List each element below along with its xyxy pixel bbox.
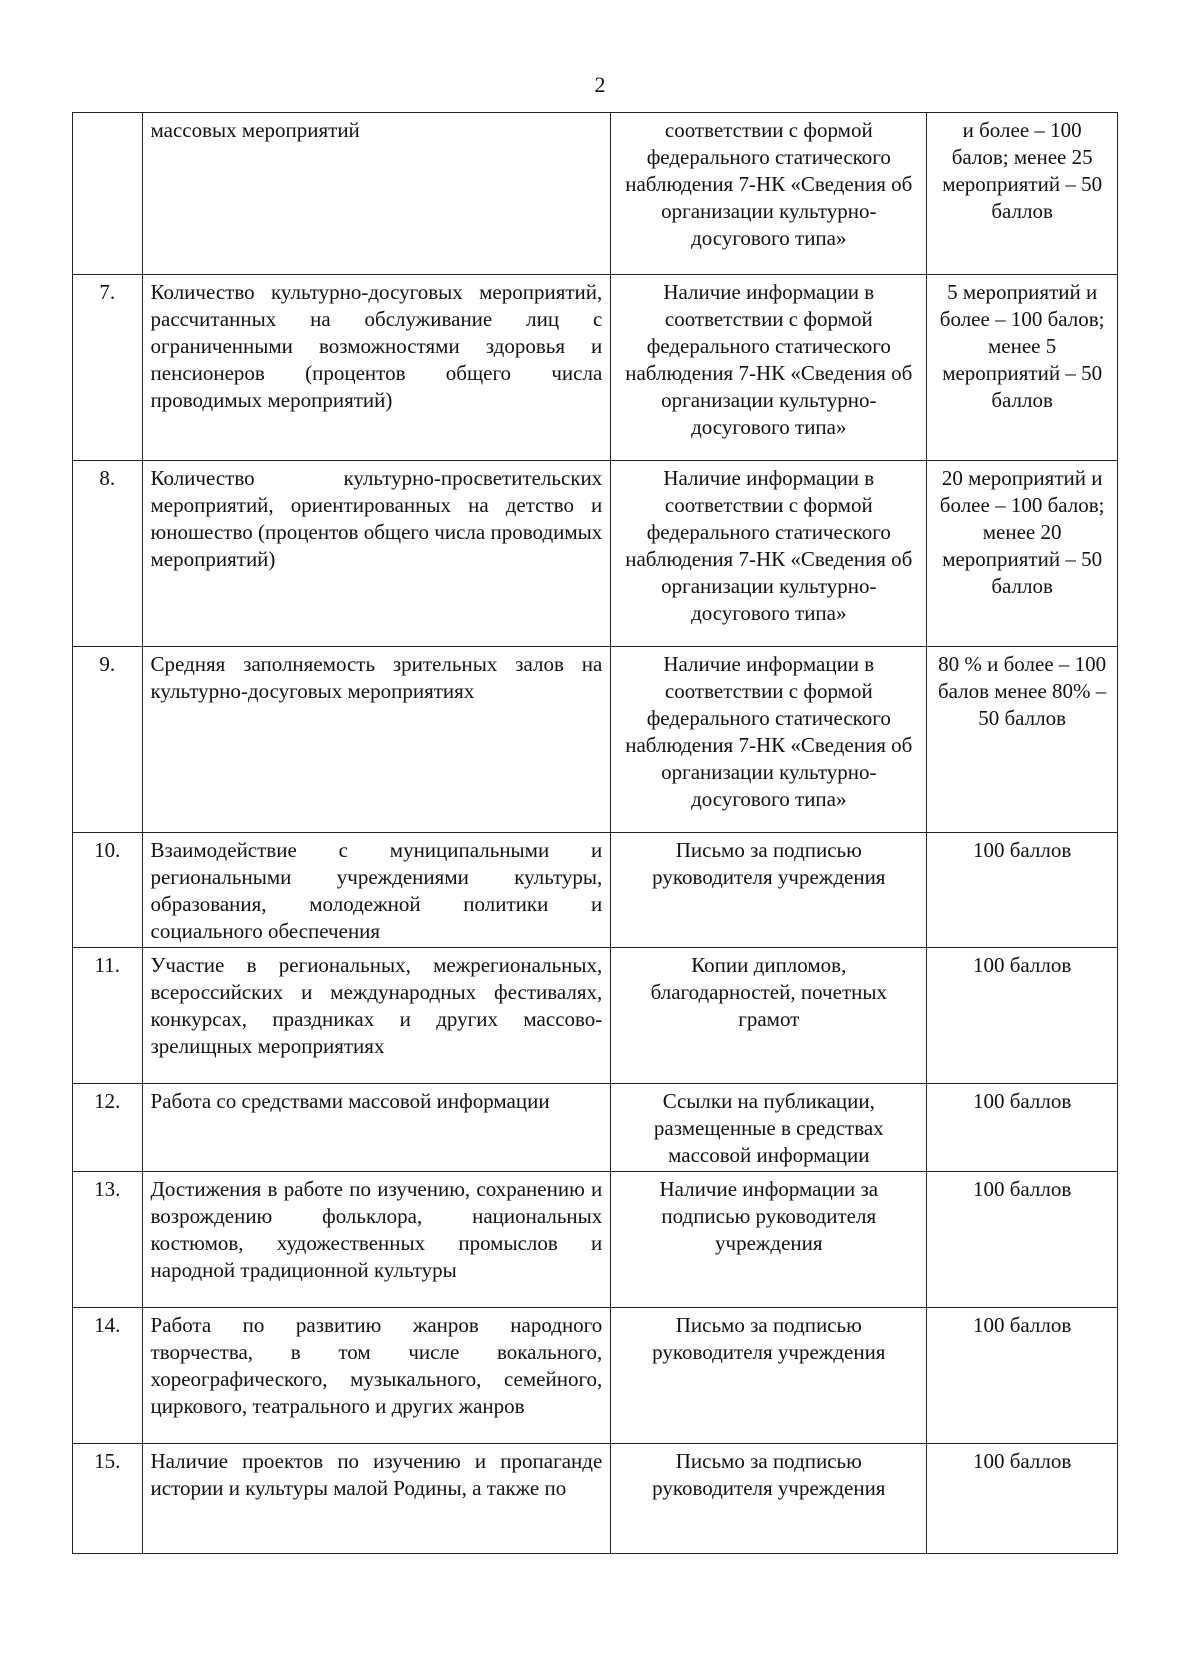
row-number: 7. (73, 275, 143, 461)
row-number: 13. (73, 1172, 143, 1308)
criterion-source: Наличие информации в соответствии с формой федерального статического наблюдения 7-НК «Сведения об организации культурно-досугового типа» (611, 461, 927, 647)
criterion-description: Количество культурно-просветительских мероприятий, ориентированных на детство и юношество (процентов общего числа проводимых мероприятий) (142, 461, 611, 647)
criteria-table (72, 112, 1118, 1554)
criterion-description: массовых мероприятий (142, 113, 611, 275)
criterion-points: 100 баллов (927, 1172, 1118, 1308)
criterion-points: 100 баллов (927, 1084, 1118, 1172)
row-number: 15. (73, 1444, 143, 1554)
row-number: 14. (73, 1308, 143, 1444)
table-row (73, 461, 1118, 647)
criterion-source: Наличие информации за подписью руководителя учреждения (611, 1172, 927, 1308)
table-row (73, 113, 1118, 275)
table-row (73, 948, 1118, 1084)
criterion-points: 5 мероприятий и более – 100 балов; менее 5 мероприятий – 50 баллов (927, 275, 1118, 461)
criterion-source: Письмо за подписью руководителя учреждения (611, 1444, 927, 1554)
criterion-source: соответствии с формой федерального статического наблюдения 7-НК «Сведения об организации культурно-досугового типа» (611, 113, 927, 275)
criterion-source: Ссылки на публикации, размещенные в средствах массовой информации (611, 1084, 927, 1172)
table-row (73, 1084, 1118, 1172)
criterion-source: Письмо за подписью руководителя учреждения (611, 833, 927, 948)
criterion-points: 100 баллов (927, 948, 1118, 1084)
criterion-points: 80 % и более – 100 балов менее 80% – 50 баллов (927, 647, 1118, 833)
table-row (73, 1308, 1118, 1444)
row-number: 9. (73, 647, 143, 833)
page-number: 2 (594, 72, 606, 97)
criterion-source: Копии дипломов, благодарностей, почетных грамот (611, 948, 927, 1084)
criterion-description: Работа со средствами массовой информации (142, 1084, 611, 1172)
table-row (73, 1444, 1118, 1554)
criterion-description: Наличие проектов по изучению и пропаганде истории и культуры малой Родины, а также по (142, 1444, 611, 1554)
criterion-description: Средняя заполняемость зрительных залов на культурно-досуговых мероприятиях (142, 647, 611, 833)
criterion-points: 100 баллов (927, 833, 1118, 948)
criterion-points: 100 баллов (927, 1308, 1118, 1444)
criterion-source: Наличие информации в соответствии с формой федерального статического наблюдения 7-НК «Сведения об организации культурно-досугового типа» (611, 647, 927, 833)
criterion-points: и более – 100 балов; менее 25 мероприятий – 50 баллов (927, 113, 1118, 275)
criterion-points: 100 баллов (927, 1444, 1118, 1554)
row-number: 8. (73, 461, 143, 647)
criterion-description: Количество культурно-досуговых мероприятий, рассчитанных на обслуживание лиц с ограниченными возможностями здоровья и пенсионеров (процентов общего числа проводимых мероприятий) (142, 275, 611, 461)
criterion-description: Достижения в работе по изучению, сохранению и возрождению фольклора, национальных костюмов, художественных промыслов и народной традиционной культуры (142, 1172, 611, 1308)
table-row (73, 833, 1118, 948)
table-row (73, 647, 1118, 833)
criterion-points: 20 мероприятий и более – 100 балов; менее 20 мероприятий – 50 баллов (927, 461, 1118, 647)
row-number (73, 113, 143, 275)
criterion-description: Взаимодействие с муниципальными и региональными учреждениями культуры, образования, молодежной политики и социального обеспечения (142, 833, 611, 948)
criterion-description: Работа по развитию жанров народного творчества, в том числе вокального, хореографического, музыкального, семейного, циркового, театрального и других жанров (142, 1308, 611, 1444)
row-number: 12. (73, 1084, 143, 1172)
criterion-source: Наличие информации в соответствии с формой федерального статического наблюдения 7-НК «Сведения об организации культурно-досугового типа» (611, 275, 927, 461)
row-number: 10. (73, 833, 143, 948)
table-row (73, 275, 1118, 461)
row-number: 11. (73, 948, 143, 1084)
table-row (73, 1172, 1118, 1308)
criterion-source: Письмо за подписью руководителя учреждения (611, 1308, 927, 1444)
criterion-description: Участие в региональных, межрегиональных, всероссийских и международных фестивалях, конкурсах, праздниках и других массово-зрелищных мероприятиях (142, 948, 611, 1084)
